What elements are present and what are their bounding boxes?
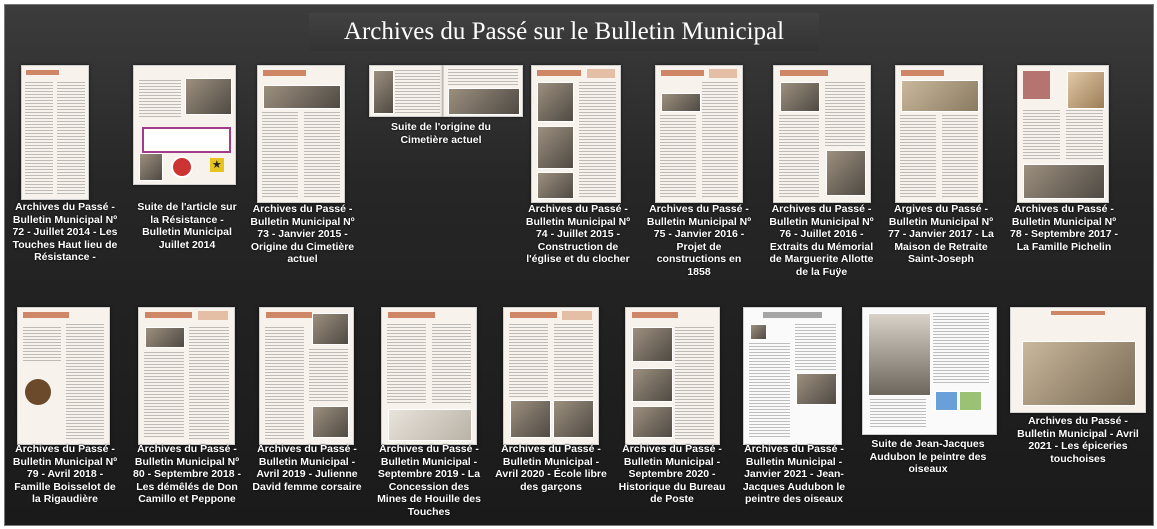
thumbnail-image[interactable]	[862, 307, 997, 435]
item-caption[interactable]: Archives du Passé - Bulletin Municipal Nº 73 - Janvier 2015 - Origine du Cimetière actuel	[250, 203, 355, 265]
item-caption[interactable]: Archives du Passé - Bulletin Municipal Nº 78 - Septembre 2017 - La Famille Pichelin	[1010, 203, 1118, 253]
gallery-frame	[4, 4, 1154, 526]
star-icon: ★	[210, 158, 224, 172]
thumbnail-image[interactable]	[133, 65, 236, 185]
item-caption[interactable]: Suite de l'origine du Cimetière actuel	[391, 121, 491, 146]
thumbnail-image[interactable]	[138, 307, 235, 445]
thumbnail-image[interactable]	[1010, 307, 1146, 413]
thumbnail-image[interactable]	[369, 65, 444, 117]
thumbnail-image[interactable]	[503, 307, 599, 445]
item-caption[interactable]: Suite de l'article sur la Résistance - Bulletin Municipal Juillet 2014	[137, 201, 237, 251]
thumbnail-image[interactable]	[21, 65, 89, 200]
item-caption[interactable]: Archives du Passé - Bulletin Municipal - Avril 2020 - École libre des garçons	[495, 443, 607, 493]
item-caption[interactable]: Archives du Passé - Bulletin Municipal Nº 74 - Juillet 2015 - Construction de l'église et du clocher	[525, 203, 631, 265]
item-caption[interactable]: Archives du Passé - Bulletin Municipal Nº 72 - Juillet 2014 - Les Touches Haut lieu de Résistance -	[12, 201, 118, 263]
item-caption[interactable]: Archives du Passé - Bulletin Municipal Nº 80 - Septembre 2018 - Les démêlés de Don Camillo et Peppone	[133, 443, 241, 505]
item-caption[interactable]: Suite de Jean-Jacques Audubon le peintre des oiseaux	[869, 438, 987, 475]
item-caption[interactable]: Archives du Passé - Bulletin Municipal Nº 76 - Juillet 2016 - Extraits du Mémorial de Marguerite Allotte de la Fuÿe	[769, 203, 874, 278]
item-caption[interactable]: Argives du Passé - Bulletin Municipal Nº 77 - Janvier 2017 - La Maison de Retraite Saint-Joseph	[888, 203, 994, 265]
item-caption[interactable]: Archives du Passé - Bulletin Municipal Nº 79 - Avril 2018 - Famille Boisselot de la Rigaudière	[12, 443, 118, 505]
thumbnail-image[interactable]	[257, 65, 345, 203]
pottery-image	[25, 379, 51, 405]
seal-icon	[171, 156, 193, 178]
thumbnail-image[interactable]	[655, 65, 743, 203]
thumbnail-image[interactable]	[381, 307, 477, 445]
thumbnail-image[interactable]	[1017, 65, 1109, 203]
thumbnail-image[interactable]	[743, 307, 842, 445]
item-caption[interactable]: Archives du Passé - Bulletin Municipal - Janvier 2021 - Jean-Jacques Audubon le peintre des oiseaux	[742, 443, 846, 505]
thumbnail-image[interactable]	[625, 307, 720, 445]
thumbnail-image[interactable]	[895, 65, 983, 203]
thumbnail-image[interactable]	[17, 307, 110, 445]
item-caption[interactable]: Archives du Passé - Bulletin Municipal - Septembre 2019 - La Concession des Mines de Houille des Touches	[377, 443, 481, 518]
item-caption[interactable]: Archives du Passé - Bulletin Municipal - Avril 2021 - Les épiceries touchoises	[1017, 415, 1139, 465]
item-caption[interactable]: Archives du Passé - Bulletin Municipal - Septembre 2020 - Historique du Bureau de Poste	[618, 443, 726, 505]
thumbnail-image[interactable]	[259, 307, 354, 445]
item-caption[interactable]: Archives du Passé - Bulletin Municipal Nº 75 - Janvier 2016 - Projet de constructions en 1858	[646, 203, 752, 278]
thumbnail-image[interactable]	[773, 65, 871, 203]
item-caption[interactable]: Archives du Passé - Bulletin Municipal - Avril 2019 - Julienne David femme corsaire	[252, 443, 362, 493]
thumbnail-image[interactable]	[531, 65, 621, 203]
thumbnail-image[interactable]	[443, 65, 523, 117]
page-title: Archives du Passé sur le Bulletin Municipal	[309, 13, 819, 51]
